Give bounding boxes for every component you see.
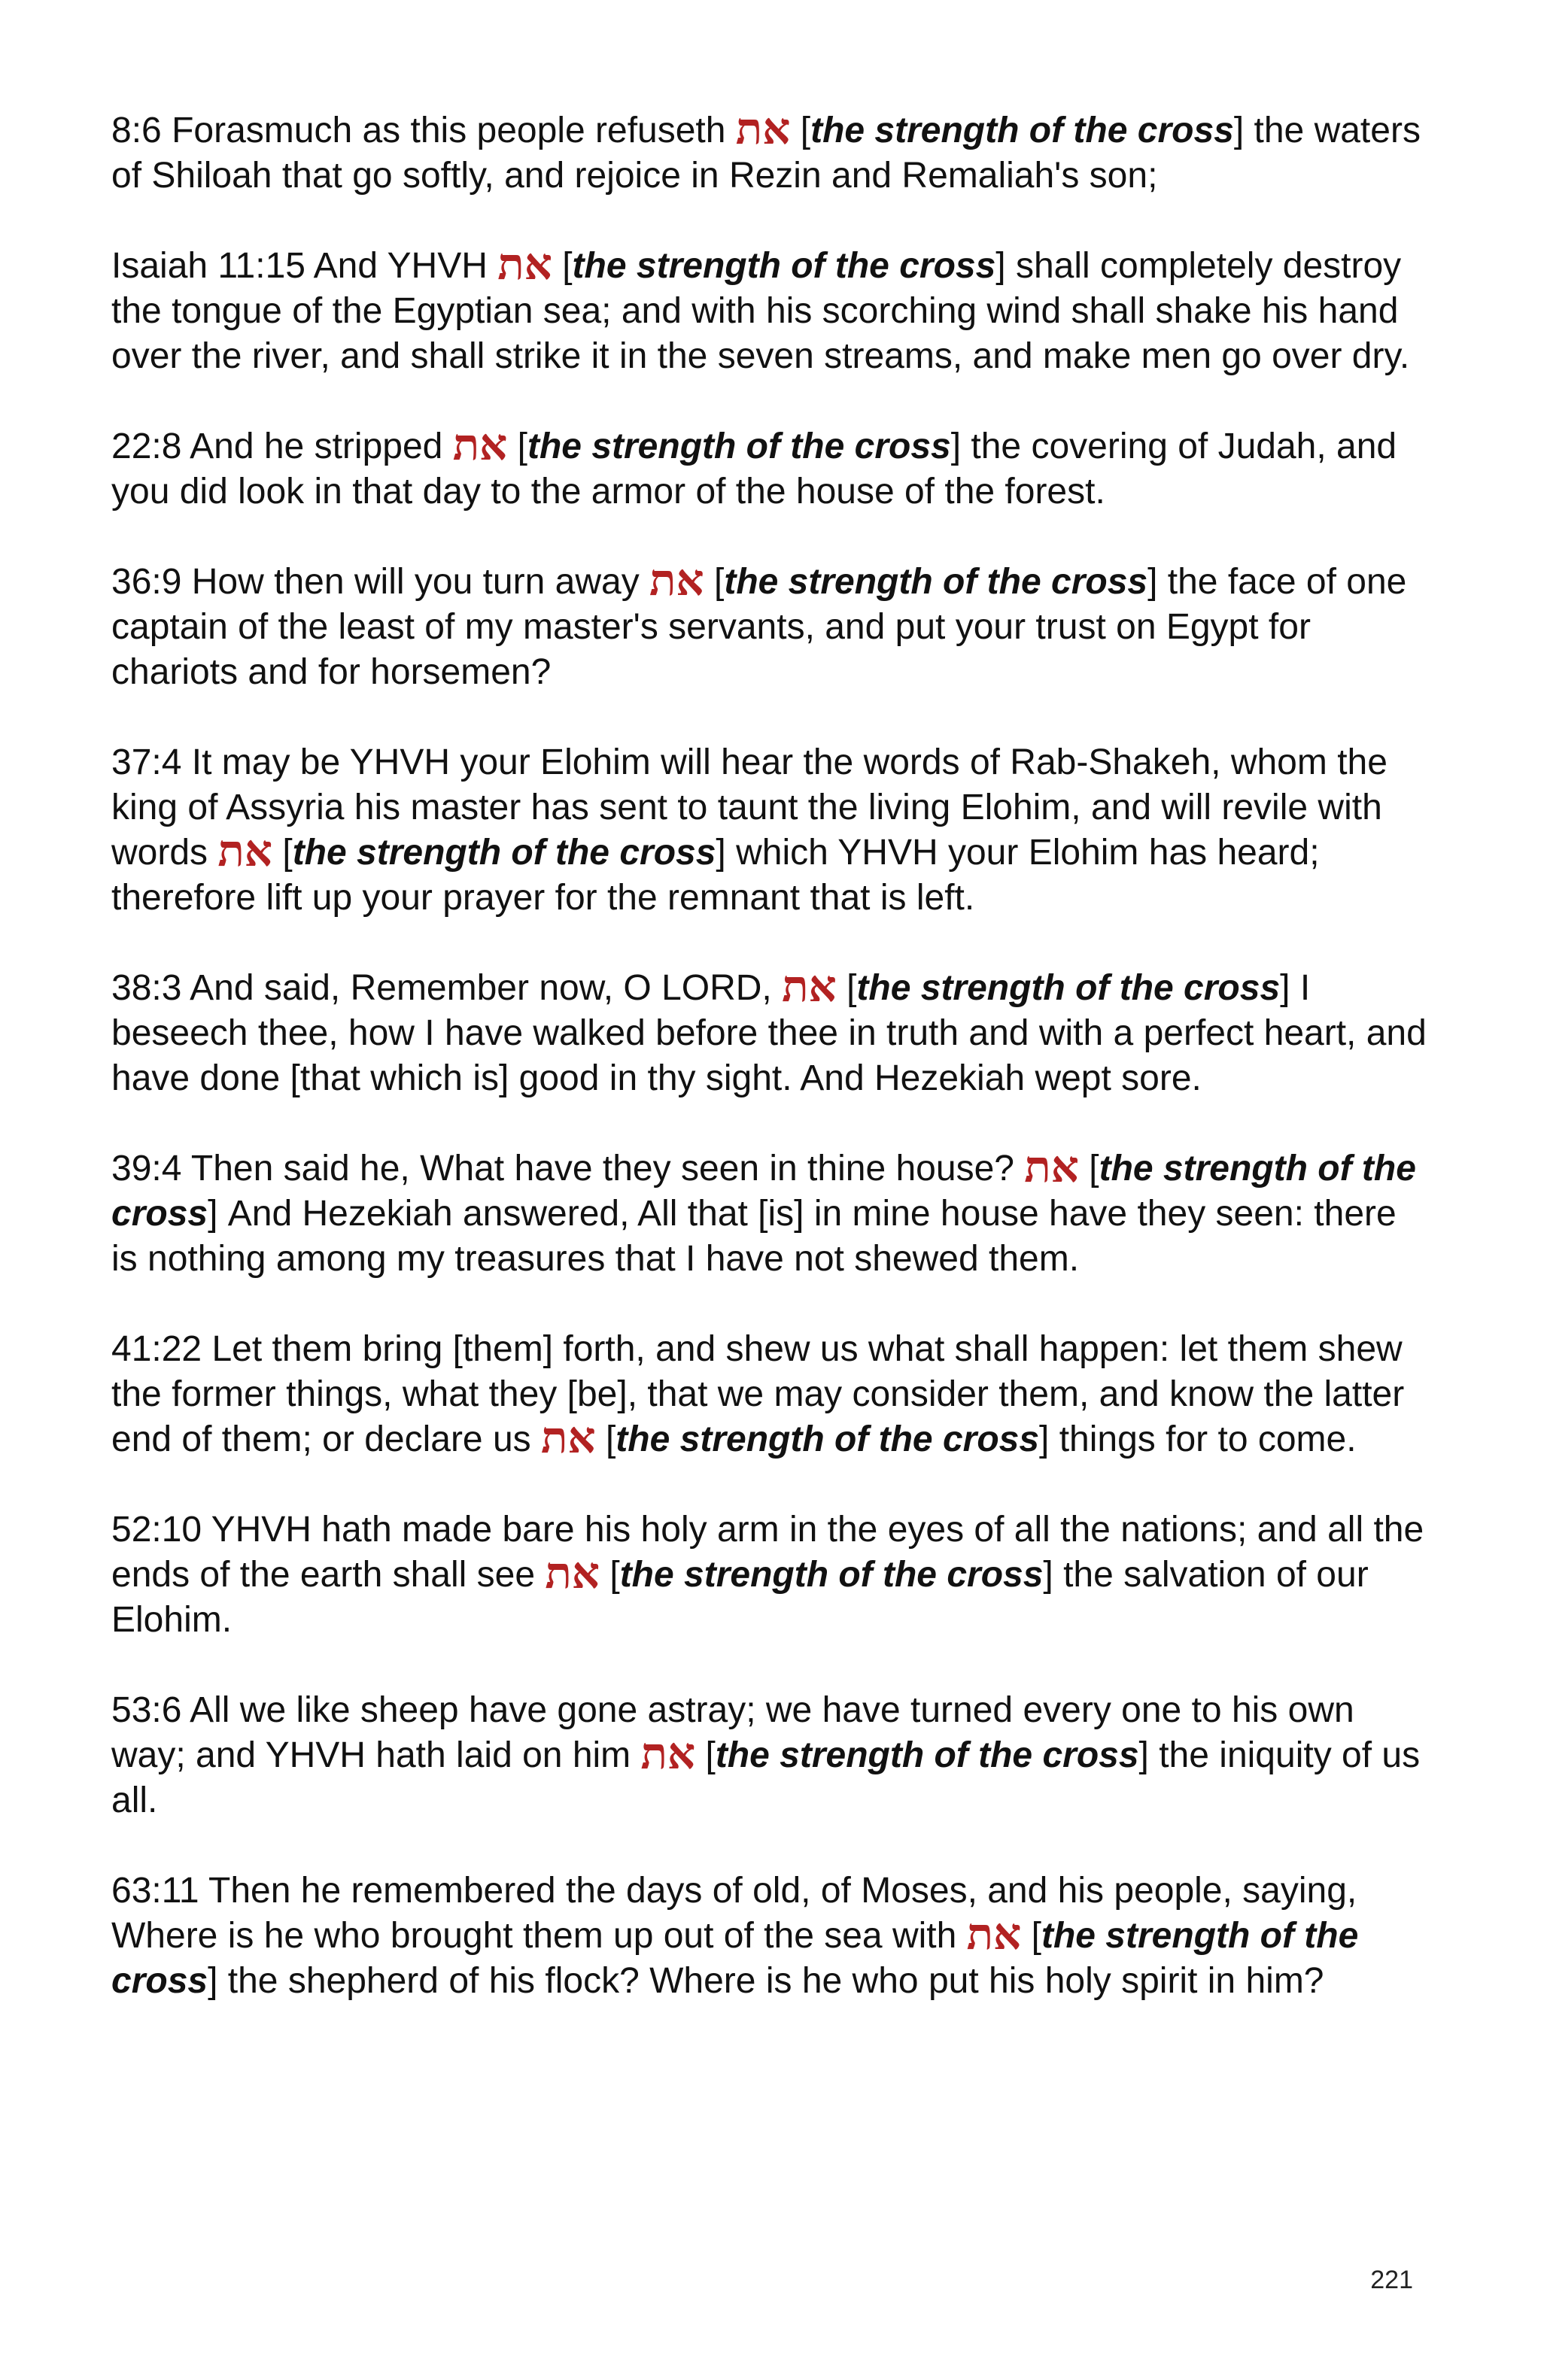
verse-isaiah-39-4: 39:4 Then said he, What have they seen in thine house? את [the strength of the cross] And Hezekiah answered, All that [is] in mine house have they seen: there is nothing among my treasures that I have not shewed them. bbox=[111, 1141, 1416, 1279]
gloss-text: the strength of the cross bbox=[810, 111, 1234, 150]
verse-text-after: the iniquity of us all. bbox=[111, 1735, 1421, 1820]
verse-text-after: things for to come. bbox=[1059, 1419, 1357, 1459]
gloss-text: the strength of the cross bbox=[111, 1149, 1416, 1234]
gloss-text: the strength of the cross bbox=[724, 562, 1148, 602]
verse-text-after: I beseech thee, how I have walked before thee in truth and with a perfect heart, and have done [that which is] good in thy sight. And Hezekiah wept sore. bbox=[111, 968, 1427, 1098]
aleph-tav-mark: את bbox=[217, 825, 273, 876]
verse-text-after: the covering of Judah, and you did look in that day to the armor of the house of the forest. bbox=[111, 427, 1397, 512]
verse-text-after: the salvation of our Elohim. bbox=[111, 1555, 1369, 1640]
aleph-tav-mark: את bbox=[782, 961, 837, 1012]
verse-isaiah-53-6: 53:6 All we like sheep have gone astray; we have turned every one to his own way; and YHVH hath laid on him את [the strength of the cross] the iniquity of us all. bbox=[111, 1690, 1421, 1820]
verse-text-after: the face of one captain of the least of my master's servants, and put your trust on Egypt for chariots and for horsemen? bbox=[111, 562, 1407, 692]
aleph-tav-mark: את bbox=[649, 554, 704, 606]
gloss-text: the strength of the cross bbox=[715, 1735, 1139, 1775]
verse-text-before: 52:10 YHVH hath made bare his holy arm in the eyes of all the nations; and all the ends of the earth shall see bbox=[111, 1510, 1424, 1595]
verse-text-after: the waters of Shiloah that go softly, and rejoice in Rezin and Remaliah's son; bbox=[111, 111, 1421, 196]
aleph-tav-mark: את bbox=[1024, 1141, 1079, 1192]
verse-isaiah-8-6: 8:6 Forasmuch as this people refuseth את [the strength of the cross] the waters of Shiloah that go softly, and rejoice in Rezin and Remaliah's son; bbox=[111, 103, 1421, 196]
aleph-tav-mark: את bbox=[541, 1412, 596, 1463]
gloss-text: the strength of the cross bbox=[856, 968, 1281, 1008]
verse-list bbox=[111, 103, 1428, 2049]
gloss-text: the strength of the cross bbox=[619, 1555, 1044, 1595]
gloss-text: the strength of the cross bbox=[527, 427, 951, 466]
verse-text-before: Isaiah 11:15 And YHVH bbox=[111, 246, 488, 286]
gloss-text: the strength of the cross bbox=[111, 1916, 1359, 2001]
verse-text-before: 38:3 And said, Remember now, O LORD, bbox=[111, 968, 772, 1008]
verse-text-before: 41:22 Let them bring [them] forth, and shew us what shall happen: let them shew the former things, what they [be], that we may consider them, and know the latter end of them; or declare us bbox=[111, 1329, 1405, 1459]
verse-isaiah-63-11: 63:11 Then he remembered the days of old, of Moses, and his people, saying, Where is he who brought them up out of the sea with את [the strength of the cross] the shepherd of his flock? Where is he who put his holy spirit in him? bbox=[111, 1871, 1359, 2001]
aleph-tav-mark: את bbox=[452, 419, 508, 470]
verse-text-before: 22:8 And he stripped bbox=[111, 427, 443, 466]
aleph-tav-mark: את bbox=[497, 238, 552, 290]
verse-text-after: And Hezekiah answered, All that [is] in mine house have they seen: there is nothing among my treasures that I have not shewed them. bbox=[111, 1194, 1397, 1279]
aleph-tav-mark: את bbox=[545, 1547, 600, 1598]
verse-isaiah-38-3: 38:3 And said, Remember now, O LORD, את [the strength of the cross] I beseech thee, how I have walked before thee in truth and with a perfect heart, and have done [that which is] good in thy sight. And Hezekiah wept sore. bbox=[111, 961, 1427, 1098]
verse-text-after: shall completely destroy the tongue of the Egyptian sea; and with his scorching wind shall shake his hand over the river, and shall strike it in the seven streams, and make men go over dry. bbox=[111, 246, 1410, 376]
verse-isaiah-37-4: 37:4 It may be YHVH your Elohim will hear the words of Rab-Shakeh, whom the king of Assyria his master has sent to taunt the living Elohim, and will revile with words את [the strength of the cross] which YHVH your Elohim has heard; therefore lift up your prayer for the remnant that is left. bbox=[111, 742, 1388, 918]
verse-text-before: 36:9 How then will you turn away bbox=[111, 562, 640, 602]
gloss-text: the strength of the cross bbox=[572, 246, 996, 286]
verse-isaiah-41-22: 41:22 Let them bring [them] forth, and shew us what shall happen: let them shew the former things, what they [be], that we may consider them, and know the latter end of them; or declare us את [the strength of the cross] things for to come. bbox=[111, 1329, 1405, 1463]
verse-isaiah-36-9: 36:9 How then will you turn away את [the strength of the cross] the face of one captain of the least of my master's servants, and put your trust on Egypt for chariots and for horsemen? bbox=[111, 554, 1407, 692]
verse-isaiah-11-15: Isaiah 11:15 And YHVH את [the strength of the cross] shall completely destroy the tongue of the Egyptian sea; and with his scorching wind shall shake his hand over the river, and shall strike it in the seven streams, and make men go over dry. bbox=[111, 238, 1410, 376]
page-number: 221 bbox=[1370, 2266, 1413, 2294]
aleph-tav-mark: את bbox=[640, 1728, 696, 1779]
verse-text-before: 8:6 Forasmuch as this people refuseth bbox=[111, 111, 726, 150]
verse-text-after: the shepherd of his flock? Where is he who put his holy spirit in him? bbox=[227, 1961, 1324, 2001]
gloss-text: the strength of the cross bbox=[615, 1419, 1040, 1459]
aleph-tav-mark: את bbox=[735, 103, 791, 154]
verse-text-before: 53:6 All we like sheep have gone astray; we have turned every one to his own way; and YHVH hath laid on him bbox=[111, 1690, 1354, 1775]
verse-text-before: 39:4 Then said he, What have they seen in thine house? bbox=[111, 1149, 1014, 1188]
verse-text-after: which YHVH your Elohim has heard; therefore lift up your prayer for the remnant that is left. bbox=[111, 833, 1320, 918]
gloss-text: the strength of the cross bbox=[292, 833, 716, 873]
verse-isaiah-52-10: 52:10 YHVH hath made bare his holy arm in the eyes of all the nations; and all the ends of the earth shall see את [the strength of the cross] the salvation of our Elohim. bbox=[111, 1510, 1424, 1640]
verse-text-before: 37:4 It may be YHVH your Elohim will hear the words of Rab-Shakeh, whom the king of Assyria his master has sent to taunt the living Elohim, and will revile with words bbox=[111, 742, 1388, 873]
verse-text-before: 63:11 Then he remembered the days of old, of Moses, and his people, saying, Where is he who brought them up out of the sea with bbox=[111, 1871, 1357, 1956]
verse-isaiah-22-8: 22:8 And he stripped את [the strength of the cross] the covering of Judah, and you did look in that day to the armor of the house of the forest. bbox=[111, 419, 1397, 512]
aleph-tav-mark: את bbox=[966, 1908, 1022, 1960]
